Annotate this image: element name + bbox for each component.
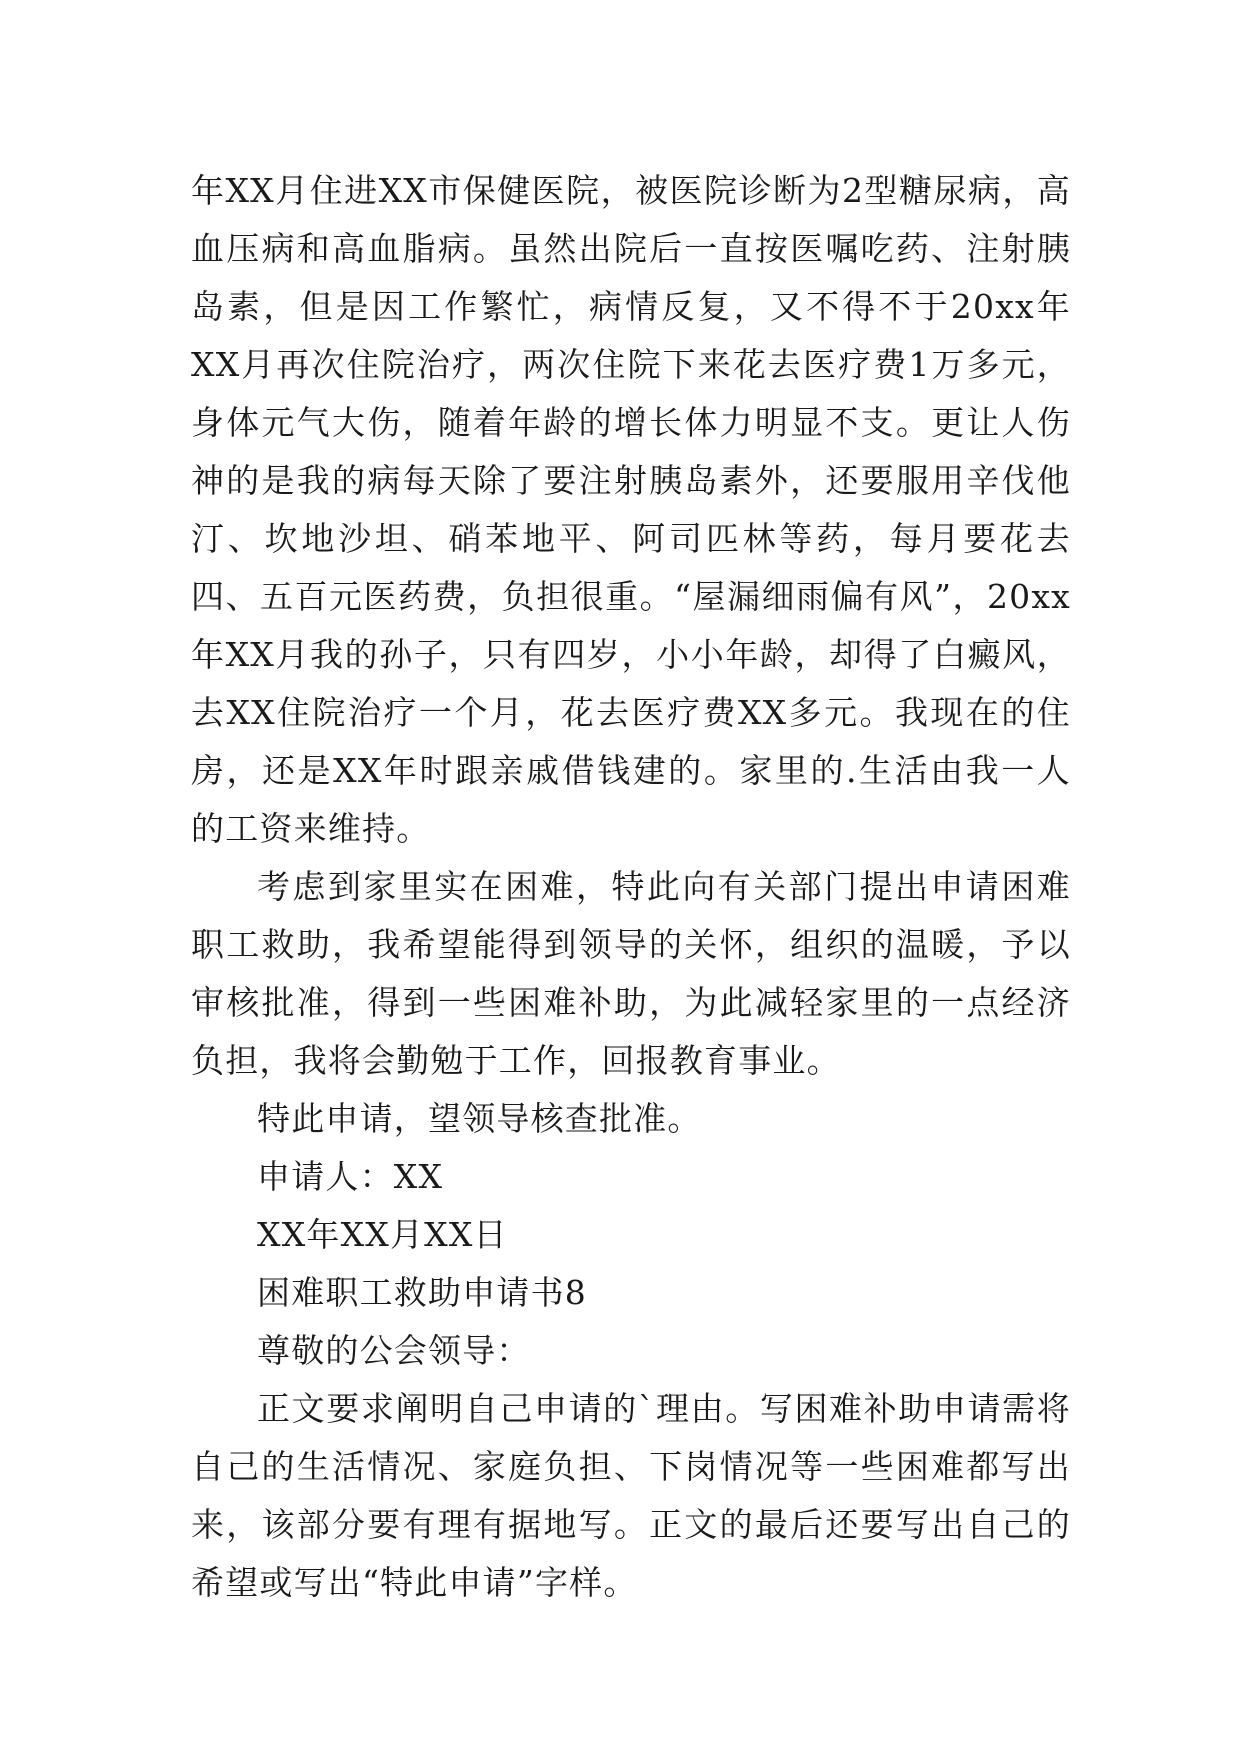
paragraph-closing-request: 特此申请，望领导核查批准。 [257, 1099, 702, 1138]
applicant-line: 申请人：XX [257, 1157, 444, 1196]
salutation: 尊敬的公会领导： [257, 1331, 531, 1370]
document-body [191, 162, 1071, 1612]
paragraph-writing-guidance: 正文要求阐明自己申请的`理由。写困难补助申请需将自己的生活情况、家庭负担、下岗情况等一些困难都写出来，该部分要有理有据地写。正文的最后还要写出自己的希望或写出“特此申请”字样。 [191, 1389, 1071, 1602]
date-line: XX年XX月XX日 [257, 1215, 508, 1254]
paragraph-illness-history: 年XX月住进XX市保健医院，被医院诊断为2型糖尿病，高血压病和高血脂病。虽然出院后一直按医嘱吃药、注射胰岛素，但是因工作繁忙，病情反复，又不得不于20xx年XX月再次住院治疗，两次住院下来花去医疗费1万多元，身体元气大伤，随着年龄的增长体力明显不支。更让人伤神的是我的病每天除了要注射胰岛素外，还要服用辛伐他汀、坎地沙坦、硝苯地平、阿司匹林等药，每月要花去四、五百元医药费，负担很重。“屋漏细雨偏有风”，20xx年XX月我的孙子，只有四岁，小小年龄，却得了白癜风，去XX住院治疗一个月，花去医疗费XX多元。我现在的住房，还是XX年时跟亲戚借钱建的。家里的.生活由我一人的工资来维持。 [191, 171, 1071, 848]
paragraph-request-reason: 考虑到家里实在困难，特此向有关部门提出申请困难职工救助，我希望能得到领导的关怀，组织的温暖，予以审核批准，得到一些困难补助，为此减轻家里的一点经济负担，我将会勤勉于工作，回报教育事业。 [191, 867, 1071, 1080]
section-title: 困难职工救助申请书8 [257, 1273, 587, 1312]
